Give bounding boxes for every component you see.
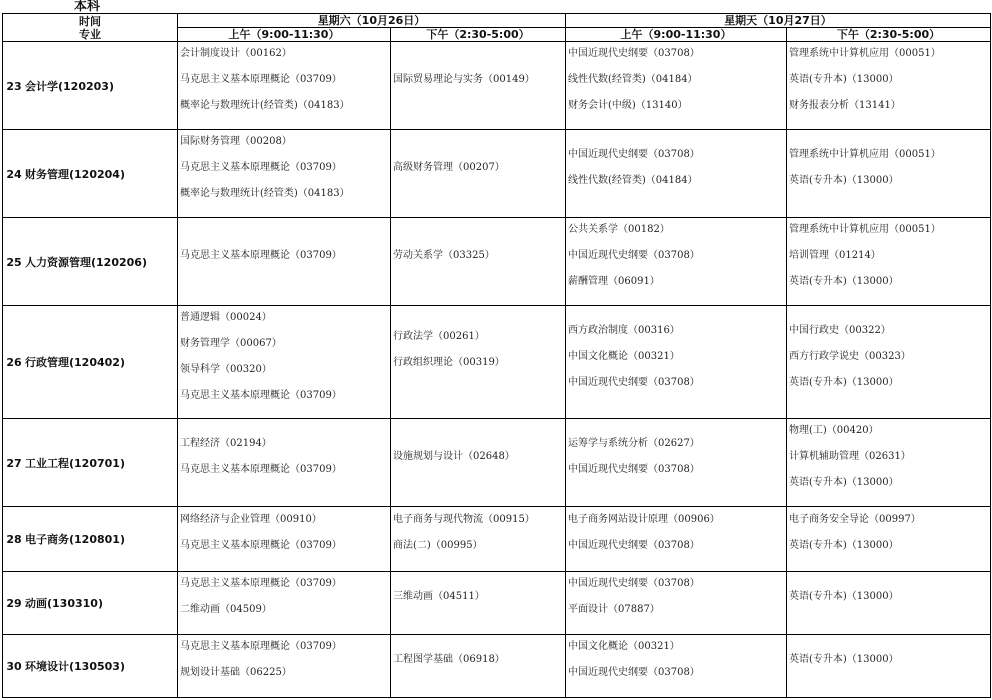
major-cell — [3, 306, 178, 419]
session-cell-sat-pm — [391, 635, 566, 698]
course-item: 工程经济（02194） — [180, 438, 272, 449]
table-row — [3, 419, 991, 507]
session-cell-sun-pm — [787, 572, 991, 635]
course-item: 英语(专升本)（13000） — [789, 175, 899, 186]
row-number: 29 — [6, 597, 22, 610]
table-row — [3, 572, 991, 635]
session-cell-sat-pm — [391, 419, 566, 507]
row-number: 30 — [6, 660, 22, 673]
major-cell — [3, 218, 178, 306]
course-item: 规划设计基础（06225） — [180, 667, 292, 678]
session-cell-sun-pm — [787, 42, 991, 130]
course-item: 西方行政学说史（00323） — [789, 351, 911, 362]
session-cell-sun-am — [566, 130, 787, 218]
major-name: 工业工程(120701) — [25, 456, 125, 470]
major-cell — [3, 572, 178, 635]
course-item: 马克思主义基本原理概论（03709） — [180, 578, 342, 589]
course-item: 中国行政史（00322） — [789, 325, 891, 336]
major-name: 人力资源管理(120206) — [25, 255, 147, 269]
course-item: 中国近现代史纲要（03708） — [568, 578, 700, 589]
sunday-am-header: 上午（9:00-11:30） — [566, 28, 787, 42]
session-cell-sun-pm — [787, 306, 991, 419]
course-item: 三维动画（04511） — [393, 591, 485, 602]
course-item: 物理(工)（00420） — [789, 425, 879, 436]
table-row — [3, 218, 991, 306]
saturday-pm-header: 下午（2:30-5:00） — [391, 28, 566, 42]
course-item: 马克思主义基本原理概论（03709） — [180, 464, 342, 475]
session-cell-sat-am — [178, 42, 391, 130]
table-row — [3, 130, 991, 218]
course-item: 管理系统中计算机应用（00051） — [789, 149, 941, 160]
session-cell-sun-am — [566, 507, 787, 572]
course-item: 马克思主义基本原理概论（03709） — [180, 250, 342, 261]
course-item: 劳动关系学（03325） — [393, 250, 495, 261]
course-item: 中国文化概论（00321） — [568, 641, 680, 652]
course-item: 马克思主义基本原理概论（03709） — [180, 162, 342, 173]
course-item: 英语(专升本)（13000） — [789, 540, 899, 551]
session-cell-sun-am — [566, 306, 787, 419]
course-item: 西方政治制度（00316） — [568, 325, 680, 336]
course-item: 英语(专升本)（13000） — [789, 591, 899, 602]
session-cell-sat-am — [178, 218, 391, 306]
major-cell — [3, 42, 178, 130]
session-cell-sat-pm — [391, 306, 566, 419]
session-cell-sun-am — [566, 635, 787, 698]
course-item: 中国文化概论（00321） — [568, 351, 680, 362]
exam-schedule-table — [2, 13, 991, 698]
session-cell-sun-pm — [787, 218, 991, 306]
row-number: 26 — [6, 356, 22, 369]
session-cell-sun-pm — [787, 419, 991, 507]
course-item: 公共关系学（00182） — [568, 224, 670, 235]
major-name: 财务管理(120204) — [25, 167, 125, 181]
course-item: 设施规划与设计（02648） — [393, 451, 515, 462]
major-name: 电子商务(120801) — [25, 533, 125, 546]
course-item: 网络经济与企业管理（00910） — [180, 514, 322, 525]
session-cell-sun-pm — [787, 635, 991, 698]
course-item: 会计制度设计（00162） — [180, 48, 292, 59]
table-row — [3, 507, 991, 572]
course-item: 中国近现代史纲要（03708） — [568, 250, 700, 261]
course-item: 电子商务网站设计原理（00906） — [568, 514, 720, 525]
course-item: 马克思主义基本原理概论（03709） — [180, 540, 342, 551]
session-cell-sat-am — [178, 572, 391, 635]
session-cell-sat-am — [178, 419, 391, 507]
session-cell-sat-pm — [391, 507, 566, 572]
course-item: 英语(专升本)（13000） — [789, 477, 899, 488]
time-label: 时间 — [79, 14, 101, 28]
session-cell-sun-am — [566, 572, 787, 635]
saturday-am-header: 上午（9:00-11:30） — [178, 28, 391, 42]
sunday-pm-header: 下午（2:30-5:00） — [787, 28, 991, 42]
course-item: 概率论与数理统计(经管类)（04183） — [180, 188, 350, 199]
row-number: 27 — [6, 456, 22, 470]
major-name: 行政管理(120402) — [25, 356, 125, 369]
major-cell — [3, 130, 178, 218]
session-cell-sat-am — [178, 635, 391, 698]
course-item: 中国近现代史纲要（03708） — [568, 667, 700, 678]
course-item: 国际财务管理（00208） — [180, 136, 292, 147]
course-item: 中国近现代史纲要（03708） — [568, 540, 700, 551]
session-cell-sun-am — [566, 218, 787, 306]
course-item: 英语(专升本)（13000） — [789, 654, 899, 665]
course-item: 国际贸易理论与实务（00149） — [393, 74, 535, 85]
session-cell-sun-pm — [787, 130, 991, 218]
course-item: 薪酬管理（06091） — [568, 276, 660, 287]
table-row — [3, 635, 991, 698]
course-item: 中国近现代史纲要（03708） — [568, 377, 700, 388]
session-cell-sun-am — [566, 42, 787, 130]
course-item: 线性代数(经管类)（04184） — [568, 74, 698, 85]
course-item: 培训管理（01214） — [789, 250, 881, 261]
course-item: 领导科学（00320） — [180, 364, 272, 375]
course-item: 财务管理学（00067） — [180, 338, 282, 349]
course-item: 普通逻辑（00024） — [180, 312, 272, 323]
course-item: 英语(专升本)（13000） — [789, 377, 899, 388]
session-cell-sun-am — [566, 419, 787, 507]
course-item: 马克思主义基本原理概论（03709） — [180, 74, 342, 85]
row-number: 25 — [6, 255, 22, 269]
course-item: 运筹学与系统分析（02627） — [568, 438, 700, 449]
time-major-header — [3, 14, 178, 42]
session-cell-sat-am — [178, 306, 391, 419]
course-item: 财务会计(中级)（13140） — [568, 100, 688, 111]
session-cell-sun-pm — [787, 507, 991, 572]
course-item: 管理系统中计算机应用（00051） — [789, 224, 941, 235]
course-item: 马克思主义基本原理概论（03709） — [180, 390, 342, 401]
course-item: 二维动画（04509） — [180, 604, 272, 615]
course-item: 英语(专升本)（13000） — [789, 74, 899, 85]
row-number: 28 — [6, 533, 22, 546]
table-row — [3, 306, 991, 419]
course-item: 行政法学（00261） — [393, 331, 485, 342]
course-item: 高级财务管理（00207） — [393, 162, 505, 173]
course-item: 商法(二)（00995） — [393, 540, 483, 551]
course-item: 财务报表分析（13141） — [789, 100, 901, 111]
course-item: 线性代数(经管类)（04184） — [568, 175, 698, 186]
course-item: 行政组织理论（00319） — [393, 357, 505, 368]
major-name: 会计学(120203) — [25, 79, 114, 93]
course-item: 计算机辅助管理（02631） — [789, 451, 911, 462]
course-item: 电子商务与现代物流（00915） — [393, 514, 535, 525]
major-label: 专业 — [79, 27, 101, 41]
table-row — [3, 42, 991, 130]
course-item: 中国近现代史纲要（03708） — [568, 48, 700, 59]
course-item: 中国近现代史纲要（03708） — [568, 464, 700, 475]
major-cell — [3, 635, 178, 698]
session-cell-sat-pm — [391, 218, 566, 306]
course-item: 电子商务安全导论（00997） — [789, 514, 921, 525]
row-number: 23 — [6, 79, 22, 93]
day-saturday-header: 星期六（10月26日） — [178, 14, 566, 28]
session-cell-sat-am — [178, 130, 391, 218]
category-caption: 本科 — [73, 0, 100, 14]
session-cell-sat-pm — [391, 572, 566, 635]
course-item: 中国近现代史纲要（03708） — [568, 149, 700, 160]
major-name: 环境设计(130503) — [25, 660, 125, 673]
session-cell-sat-pm — [391, 42, 566, 130]
day-sunday-header: 星期天（10月27日） — [566, 14, 991, 28]
major-cell — [3, 419, 178, 507]
course-item: 工程图学基础（06918） — [393, 654, 505, 665]
major-name: 动画(130310) — [25, 597, 103, 610]
course-item: 马克思主义基本原理概论（03709） — [180, 641, 342, 652]
major-cell — [3, 507, 178, 572]
course-item: 英语(专升本)（13000） — [789, 276, 899, 287]
course-item: 平面设计（07887） — [568, 604, 660, 615]
session-cell-sat-pm — [391, 130, 566, 218]
course-item: 管理系统中计算机应用（00051） — [789, 48, 941, 59]
course-item: 概率论与数理统计(经管类)（04183） — [180, 100, 350, 111]
row-number: 24 — [6, 167, 22, 181]
session-cell-sat-am — [178, 507, 391, 572]
